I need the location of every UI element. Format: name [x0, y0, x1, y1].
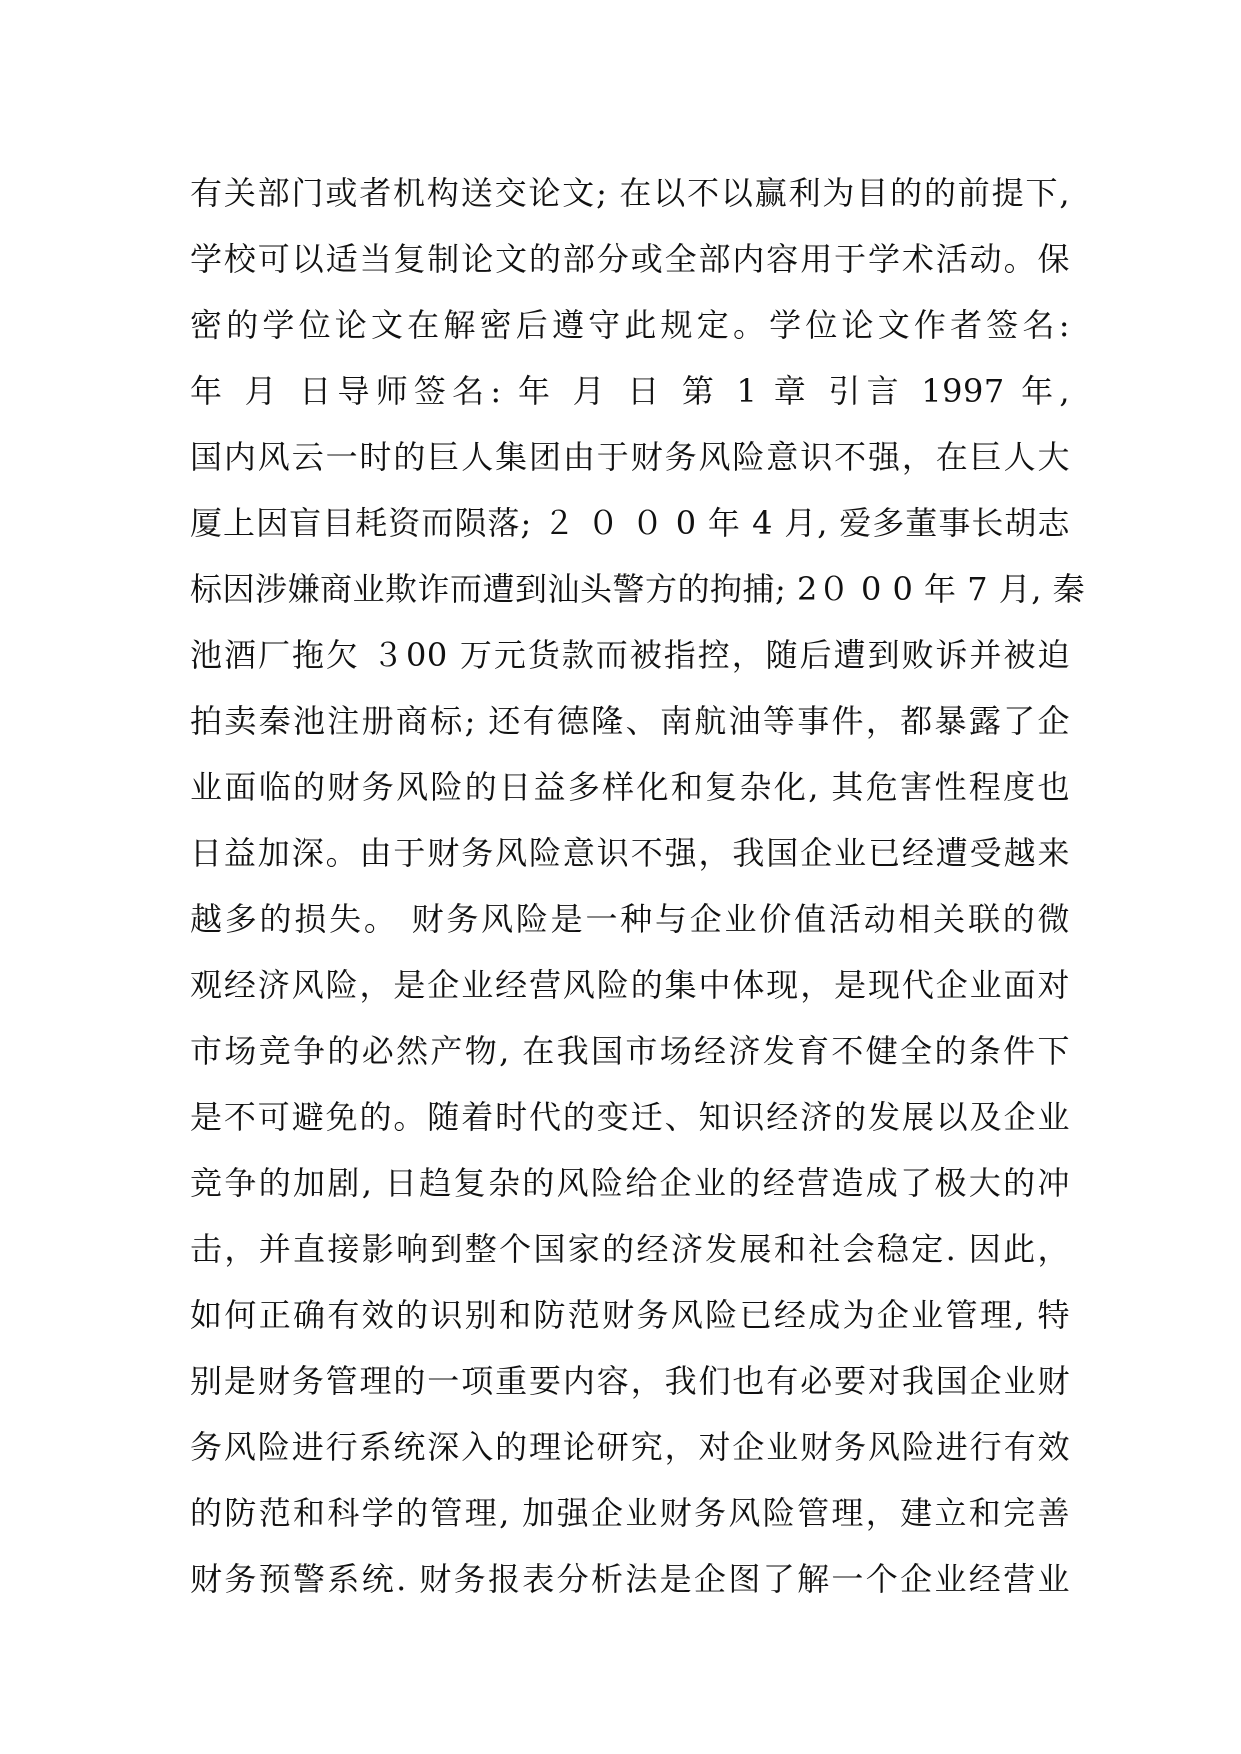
text-line-17: 击，并直接影响到整个国家的经济发展和社会稳定. 因此， — [190, 1230, 1070, 1268]
text-line-3: 密的学位论文在解密后遵守此规定。学位论文作者签名: — [190, 306, 1070, 344]
text-line-18: 如何正确有效的识别和防范财务风险已经成为企业管理, 特 — [190, 1296, 1070, 1334]
text-line-11: 日益加深。由于财务风险意识不强，我国企业已经遭受越来 — [190, 834, 1070, 872]
text-line-2: 学校可以适当复制论文的部分或全部内容用于学术活动。保 — [190, 240, 1070, 278]
text-line-13: 观经济风险，是企业经营风险的集中体现，是现代企业面对 — [190, 966, 1070, 1004]
text-line-22: 财务预警系统. 财务报表分析法是企图了解一个企业经营业 — [190, 1560, 1070, 1598]
text-line-7: 标因涉嫌商业欺诈而遭到汕头警方的拘捕; 2０ 0 0 年 7 月, 秦 — [190, 570, 1086, 608]
text-line-10: 业面临的财务风险的日益多样化和复杂化, 其危害性程度也 — [190, 768, 1070, 806]
text-line-20: 务风险进行系统深入的理论研究，对企业财务风险进行有效 — [190, 1428, 1070, 1466]
text-line-19: 别是财务管理的一项重要内容，我们也有必要对我国企业财 — [190, 1362, 1070, 1400]
text-line-8: 池酒厂拖欠 ３00 万元货款而被指控，随后遭到败诉并被迫 — [190, 636, 1070, 674]
text-line-1: 有关部门或者机构送交论文; 在以不以赢利为目的的前提下, — [190, 174, 1070, 212]
text-line-6: 厦上因盲目耗资而陨落; ２ ０ ０ 0 年 4 月, 爱多董事长胡志 — [190, 504, 1070, 542]
text-line-12: 越多的损失。 财务风险是一种与企业价值活动相关联的微 — [190, 900, 1070, 938]
text-line-14: 市场竞争的必然产物, 在我国市场经济发育不健全的条件下 — [190, 1032, 1070, 1070]
body-text — [190, 160, 1086, 1612]
text-line-5: 国内风云一时的巨人集团由于财务风险意识不强，在巨人大 — [190, 438, 1070, 476]
text-line-4: 年 月 日导师签名: 年 月 日 第 1 章 引言 1997 年, — [190, 372, 1070, 410]
text-line-21: 的防范和科学的管理, 加强企业财务风险管理，建立和完善 — [190, 1494, 1070, 1532]
text-line-16: 竞争的加剧, 日趋复杂的风险给企业的经营造成了极大的冲 — [190, 1164, 1070, 1202]
text-line-9: 拍卖秦池注册商标; 还有德隆、南航油等事件，都暴露了企 — [190, 702, 1070, 740]
text-line-15: 是不可避免的。随着时代的变迁、知识经济的发展以及企业 — [190, 1098, 1070, 1136]
